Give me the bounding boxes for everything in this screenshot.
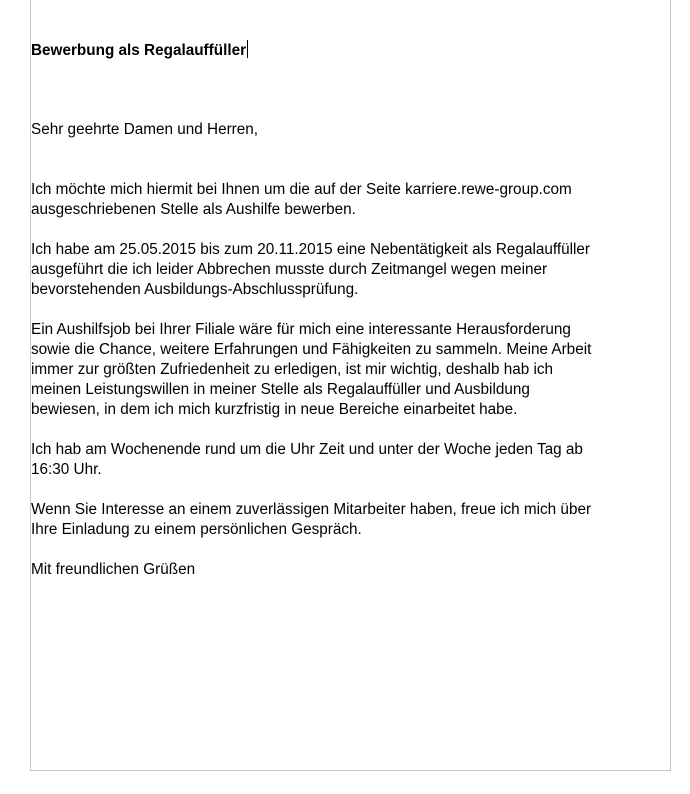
paragraph-line: bewiesen, in dem ich mich kurzfristig in neue Bereiche einarbeitet habe. xyxy=(31,401,518,418)
paragraph-line: bevorstehenden Ausbildungs-Abschlussprüfung. xyxy=(31,281,359,298)
paragraph-3 xyxy=(31,320,671,420)
letter-closing: Mit freundlichen Grüßen xyxy=(31,561,196,578)
paragraph-line: Ich möchte mich hiermit bei Ihnen um die auf der Seite karriere.rewe-group.com xyxy=(31,181,572,198)
paragraph-line: Ihre Einladung zu einem persönlichen Gespräch. xyxy=(31,521,362,538)
letter-salutation: Sehr geehrte Damen und Herren, xyxy=(31,121,259,138)
paragraph-4 xyxy=(31,440,671,480)
paragraph-line: Ich habe am 25.05.2015 bis zum 20.11.2015 eine Nebentätigkeit als Regalauffüller xyxy=(31,241,591,258)
paragraph-1 xyxy=(31,180,671,220)
paragraph-line: Ein Aushilfsjob bei Ihrer Filiale wäre für mich eine interessante Herausforderung xyxy=(31,321,571,338)
paragraph-line: 16:30 Uhr. xyxy=(31,461,102,478)
text-cursor xyxy=(247,40,248,58)
paragraph-line: ausgeschriebenen Stelle als Aushilfe bewerben. xyxy=(31,201,356,218)
paragraph-line: ausgeführt die ich leider Abbrechen musste durch Zeitmangel wegen meiner xyxy=(31,261,548,278)
letter-subject[interactable] xyxy=(31,40,671,61)
paragraph-line: meinen Leistungswillen in meiner Stelle als Regalauffüller und Ausbildung xyxy=(31,381,530,398)
paragraph-line: Ich hab am Wochenende rund um die Uhr Zeit und unter der Woche jeden Tag ab xyxy=(31,441,583,458)
paragraph-5 xyxy=(31,500,671,540)
paragraph-2 xyxy=(31,240,671,300)
subject-text: Bewerbung als Regalauffüller xyxy=(31,42,247,59)
paragraph-line: sowie die Chance, weitere Erfahrungen und Fähigkeiten zu sammeln. Meine Arbeit xyxy=(31,341,592,358)
paragraph-line: immer zur größten Zufriedenheit zu erledigen, ist mir wichtig, deshalb hab ich xyxy=(31,361,554,378)
paragraph-line: Wenn Sie Interesse an einem zuverlässigen Mitarbeiter haben, freue ich mich über xyxy=(31,501,592,518)
